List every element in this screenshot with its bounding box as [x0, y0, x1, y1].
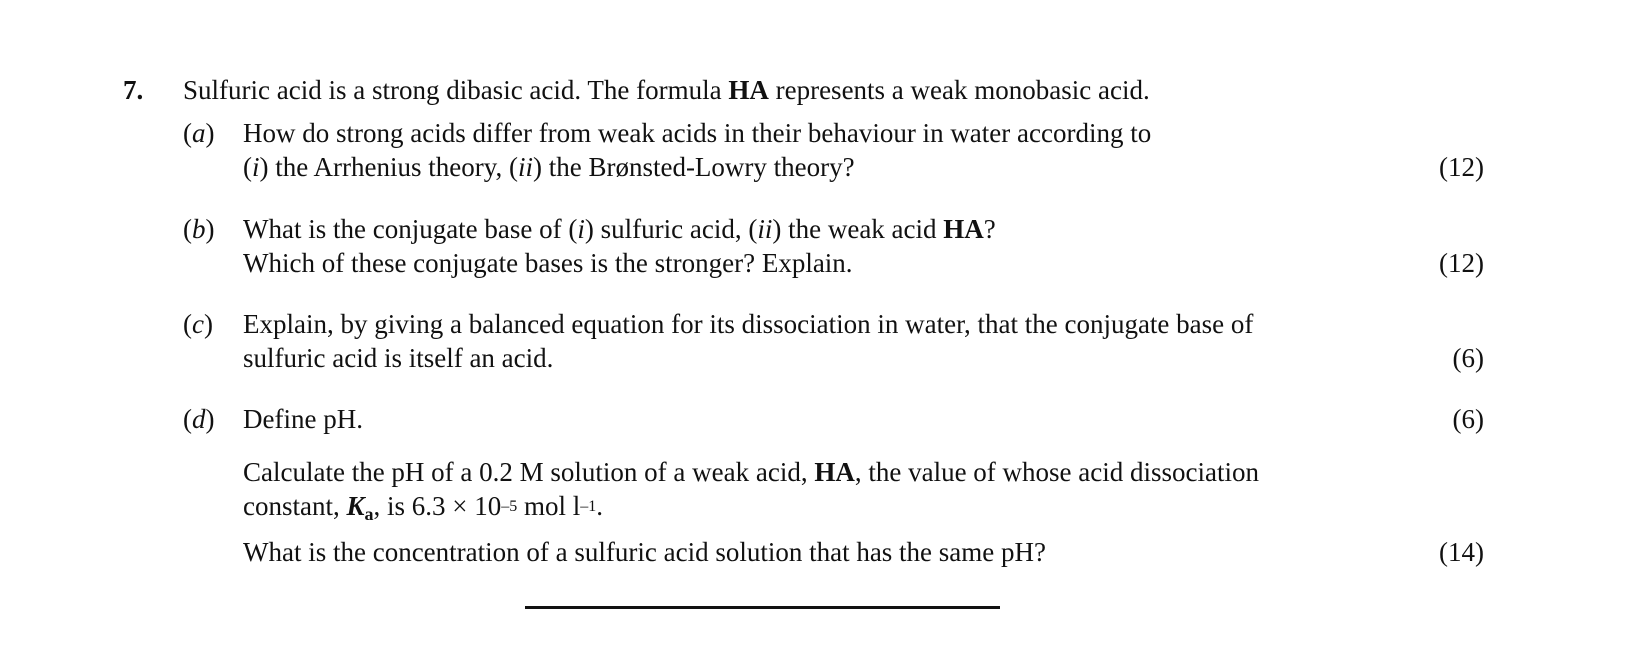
part-c-line1: Explain, by giving a balanced equation for its dissociation in water, that the conjugate base of: [243, 309, 1254, 339]
part-d-calc-line: Calculate the pH of a 0.2 M solution of a weak acid, HA, the value of whose acid dissociation: [243, 457, 1259, 487]
part-b-line1: What is the conjugate base of (i) sulfuric acid, (ii) the weak acid HA?: [243, 214, 996, 244]
part-a-line1: How do strong acids differ from weak acids in their behaviour in water according to: [243, 118, 1152, 148]
part-c-marks: (6): [1452, 343, 1484, 373]
part-b-line2: Which of these conjugate bases is the stronger? Explain.: [243, 248, 853, 278]
end-rule: [525, 606, 1000, 609]
question-number: 7.: [123, 75, 144, 105]
part-d-constant-line: constant, $K_a$, is $6.3 \times 10^{-5}$ mol $l^{-1}$.: [243, 491, 604, 524]
part-d-final-line: What is the concentration of a sulfuric acid solution that has the same pH?: [243, 537, 1046, 567]
ka-symbol: K: [346, 491, 365, 521]
part-c-label: (c): [183, 309, 213, 339]
part-a-label: (a): [183, 118, 215, 148]
part-b-label: (b): [183, 214, 215, 244]
part-b-marks: (12): [1439, 248, 1484, 278]
part-d-label: (d): [183, 404, 215, 434]
part-d-line1: Define pH.: [243, 404, 363, 434]
part-c-line2: sulfuric acid is itself an acid.: [243, 343, 554, 373]
question-stem: Sulfuric acid is a strong dibasic acid. The formula HA represents a weak monobasic acid.: [183, 75, 1150, 105]
part-a-marks: (12): [1439, 152, 1484, 182]
part-d-marks-1: (6): [1452, 404, 1484, 434]
part-d-marks-2: (14): [1439, 537, 1484, 567]
formula-ha: HA: [728, 75, 769, 105]
part-a-line2: (i) the Arrhenius theory, (ii) the Brønsted-Lowry theory?: [243, 152, 855, 182]
